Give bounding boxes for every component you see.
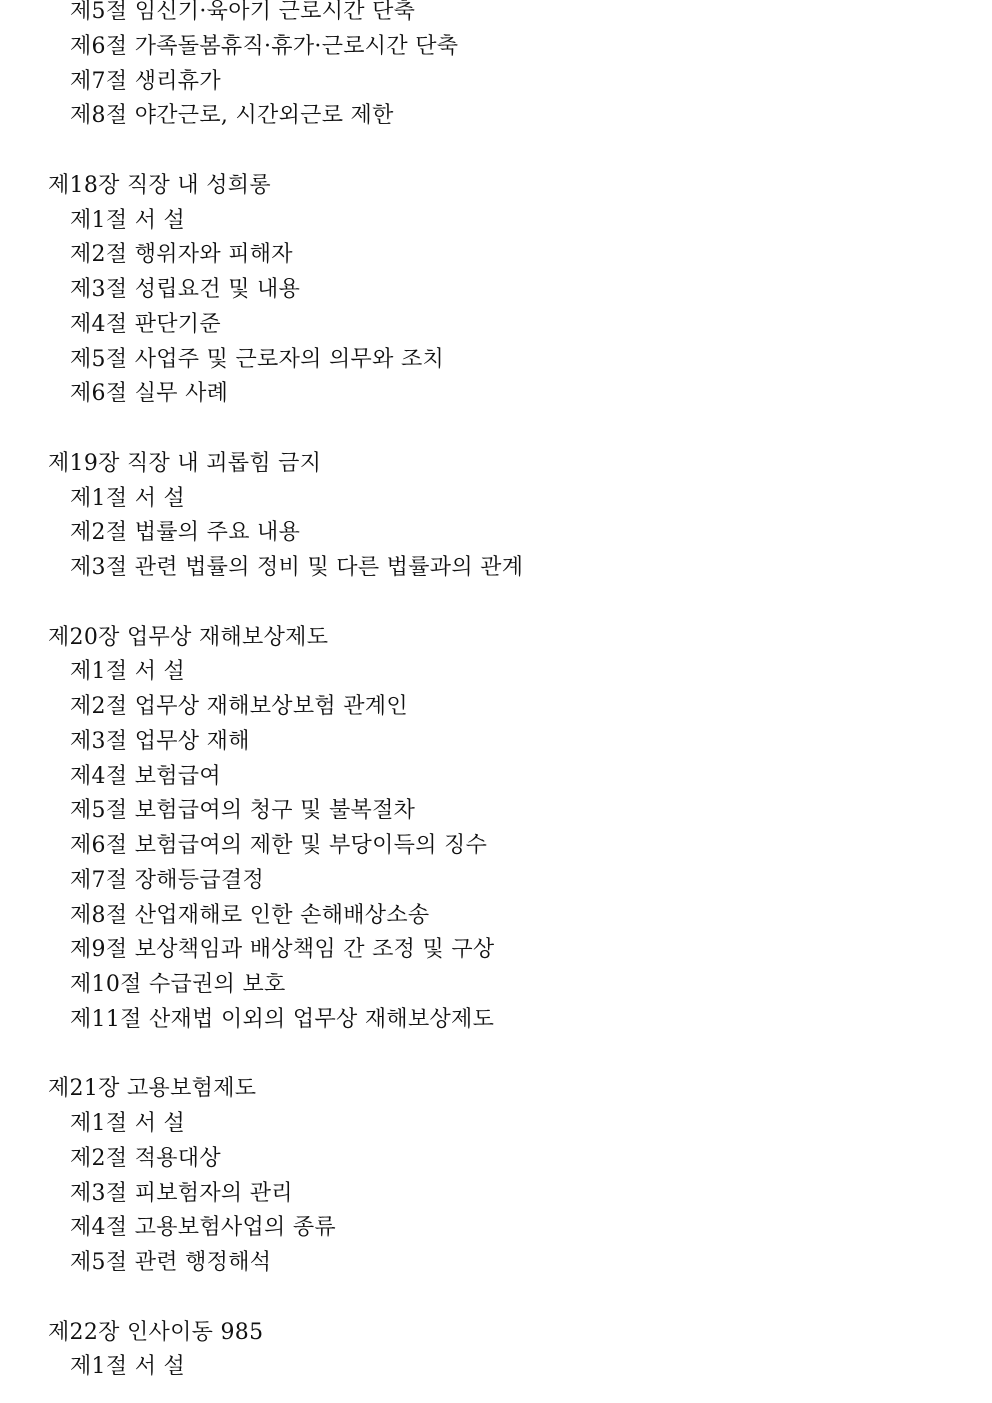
section-entry: 제3절 피보험자의 관리 xyxy=(70,1180,293,1206)
section-entry: 제1절 서 설 xyxy=(70,659,186,685)
section-entry: 제9절 보상책임과 배상책임 간 조정 및 구상 xyxy=(70,937,495,963)
chapter-heading: 제21장 고용보험제도 xyxy=(48,1076,257,1102)
section-entry: 제2절 업무상 재해보상보험 관계인 xyxy=(70,694,408,719)
section-entry: 제1절 서 설 xyxy=(70,485,186,511)
spacer xyxy=(0,1038,992,1073)
section-entry: 제6절 보험급여의 제한 및 부당이득의 징수 xyxy=(70,833,488,858)
section-entry: 제3절 업무상 재해 xyxy=(70,728,250,754)
spacer xyxy=(0,412,992,447)
spacer xyxy=(0,1281,992,1316)
chapter-heading: 제22장 인사이동 985 xyxy=(48,1319,264,1345)
section-entry: 제7절 생리휴가 xyxy=(70,68,221,94)
section-entry: 제8절 산업재해로 인한 손해배상소송 xyxy=(70,902,430,928)
section-entry: 제10절 수급권의 보호 xyxy=(70,972,286,997)
section-entry: 제4절 판단기준 xyxy=(70,311,221,337)
section-entry: 제4절 보험급여 xyxy=(70,763,221,789)
section-entry: 제2절 적용대상 xyxy=(70,1145,221,1171)
section-entry: 제6절 가족돌봄휴직·휴가·근로시간 단축 xyxy=(70,33,459,59)
spacer xyxy=(0,586,992,621)
section-entry: 제8절 야간근로, 시간외근로 제한 xyxy=(70,103,394,129)
section-entry: 제5절 보험급여의 청구 및 불복절차 xyxy=(70,798,416,824)
spacer xyxy=(0,134,992,169)
section-entry: 제1절 서 설 xyxy=(70,1354,186,1380)
section-entry: 제1절 서 설 xyxy=(70,207,186,233)
section-entry: 제5절 관련 행정해석 xyxy=(70,1250,272,1275)
chapter-heading: 제18장 직장 내 성희롱 xyxy=(48,172,271,198)
section-entry: 제3절 관련 법률의 정비 및 다른 법률과의 관계 xyxy=(70,555,524,580)
section-entry: 제5절 임신기·육아기 근로시간 단축 xyxy=(70,0,416,24)
section-entry: 제7절 장해등급결정 xyxy=(70,867,265,893)
section-entry: 제6절 실무 사례 xyxy=(70,381,229,407)
section-entry: 제11절 산재법 이외의 업무상 재해보상제도 xyxy=(70,1006,495,1032)
section-entry: 제5절 사업주 및 근로자의 의무와 조치 xyxy=(70,346,445,372)
chapter-heading: 제20장 업무상 재해보상제도 xyxy=(48,624,329,650)
section-entry: 제2절 행위자와 피해자 xyxy=(70,242,293,268)
section-entry: 제3절 성립요건 및 내용 xyxy=(70,277,301,302)
section-entry: 제2절 법률의 주요 내용 xyxy=(70,520,301,546)
section-entry: 제1절 서 설 xyxy=(70,1111,186,1136)
chapter-heading: 제19장 직장 내 괴롭힘 금지 xyxy=(48,450,322,476)
section-entry: 제4절 고용보험사업의 종류 xyxy=(70,1215,336,1241)
